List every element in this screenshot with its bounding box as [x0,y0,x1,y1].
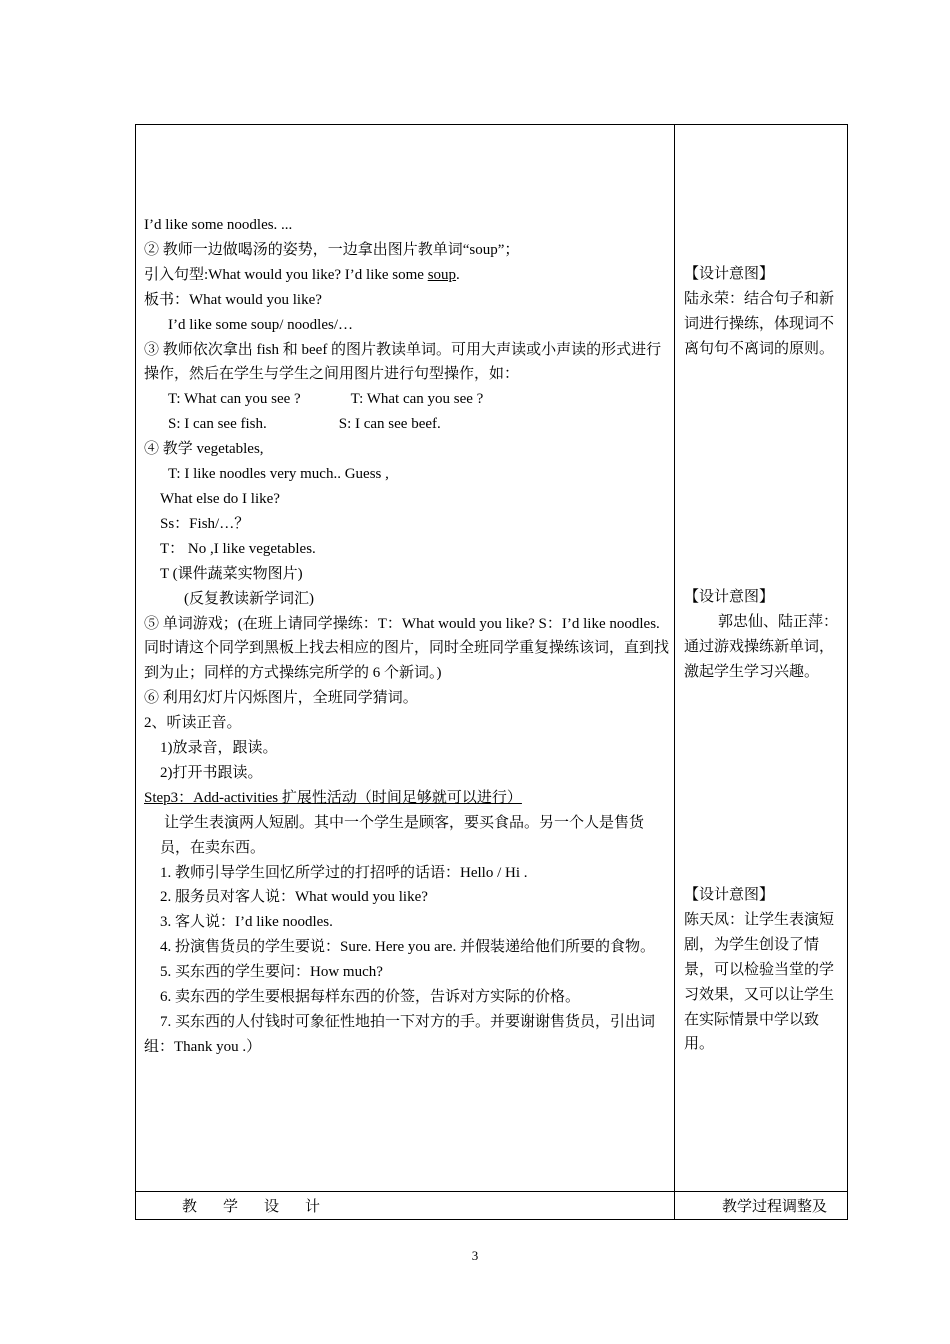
note-heading: 【设计意图】 [684,589,775,605]
footer-label-adjustment: 教学过程调整及 [722,1199,828,1215]
text-line: Ss：Fish/…？ [160,515,250,532]
text-line: 1. 教师引导学生回忆所学过的打招呼的话语：Hello / Hi . [160,864,528,881]
text-line: T (课件蔬菜实物图片) [160,565,303,582]
text-line: ② 教师一边做喝汤的姿势，一边拿出图片教单词“soup”； [144,241,520,258]
note-heading: 【设计意图】 [684,887,775,903]
note-heading: 【设计意图】 [684,266,775,282]
text-line: 4. 扮演售货员的学生要说：Sure. Here you are. 并假装递给他们所要的食物。 [160,939,655,956]
text-line: 3. 客人说：I’d like noodles. [160,914,333,931]
lesson-table [135,124,848,1220]
note-text: 郭忠仙、陆正萍：通过游戏操练新单词，激起学生学习兴趣。 [684,613,839,680]
text-line: 2. 服务员对客人说：What would you like? [160,889,428,906]
text-line: I’d like some noodles. ... [144,217,293,233]
text-line: ③ 教师依次拿出 fish 和 beef 的图片教读单词。可用大声读或小声读的形式进行操作，然后在学生与学生之间用图片进行句型操作，如： [144,341,662,383]
text-line: T: What can you see ? T: What can you see ? [168,391,484,408]
design-intent-note-3 [684,883,841,1057]
footer-label-teaching-design: 教 学 设 计 [182,1199,321,1215]
footer-row-divider [136,1191,847,1192]
section-heading: Step3：Add-activities 扩展性活动（时间足够就可以进行） [144,789,522,806]
text-line: I’d like some soup/ noodles/… [168,316,353,333]
text-line: 6. 卖东西的学生要根据每样东西的价签，告诉对方实际的价格。 [160,989,581,1006]
text-line: ④ 教学 vegetables, [144,441,264,458]
text-line: 7. 买东西的人付钱时可象征性地拍一下对方的手。并要谢谢售货员，引出词组：Thank you .） [144,1014,656,1055]
underlined-word: soup [427,266,457,283]
design-intent-note-2 [684,585,841,685]
column-divider [674,125,675,1219]
text-line: What else do I like? [160,490,280,507]
teaching-process-cell [144,213,669,1060]
text-line: 1)放录音，跟读。 [160,740,278,757]
text-line: 2)打开书跟读。 [160,764,263,781]
note-text: 陆永荣：结合句子和新词进行操练，体现词不离句句不离词的原则。 [684,290,835,357]
text-line: ⑤ 单词游戏；(在班上请同学操练：T：What would you like? S：I’d like noodles.同时请这个同学到黑板上找去相应的图片，同时全班同学重复操练该词，直到找到为止；同样的方式操练完所学的 6 个新词。) [144,615,670,682]
page-number: 3 [471,1248,479,1263]
note-text: 陈天凤：让学生表演短剧，为学生创设了情景，可以检验当堂的学习效果，又可以让学生在实际情景中学以致用。 [684,911,835,1053]
text-line: 让学生表演两人短剧。其中一个学生是顾客，要买食品。另一个人是售货员，在卖东西。 [160,814,645,856]
text-line: ⑥ 利用幻灯片闪烁图片，全班同学猜词。 [144,690,418,707]
text-line: 板书：What would you like? [144,291,322,308]
text-line: 2、听读正音。 [144,715,242,732]
text-line: T： No ,I like vegetables. [160,540,316,557]
text-line: S: I can see fish. S: I can see beef. [168,416,441,433]
design-intent-note-1 [684,262,841,362]
text-line: (反复教读新学词汇) [184,590,314,607]
text-line: 引入句型:What would you like? I’d like some soup. [144,266,460,283]
text-line: 5. 买东西的学生要问：How much? [160,964,383,981]
text-line: T: I like noodles very much.. Guess , [168,466,389,483]
